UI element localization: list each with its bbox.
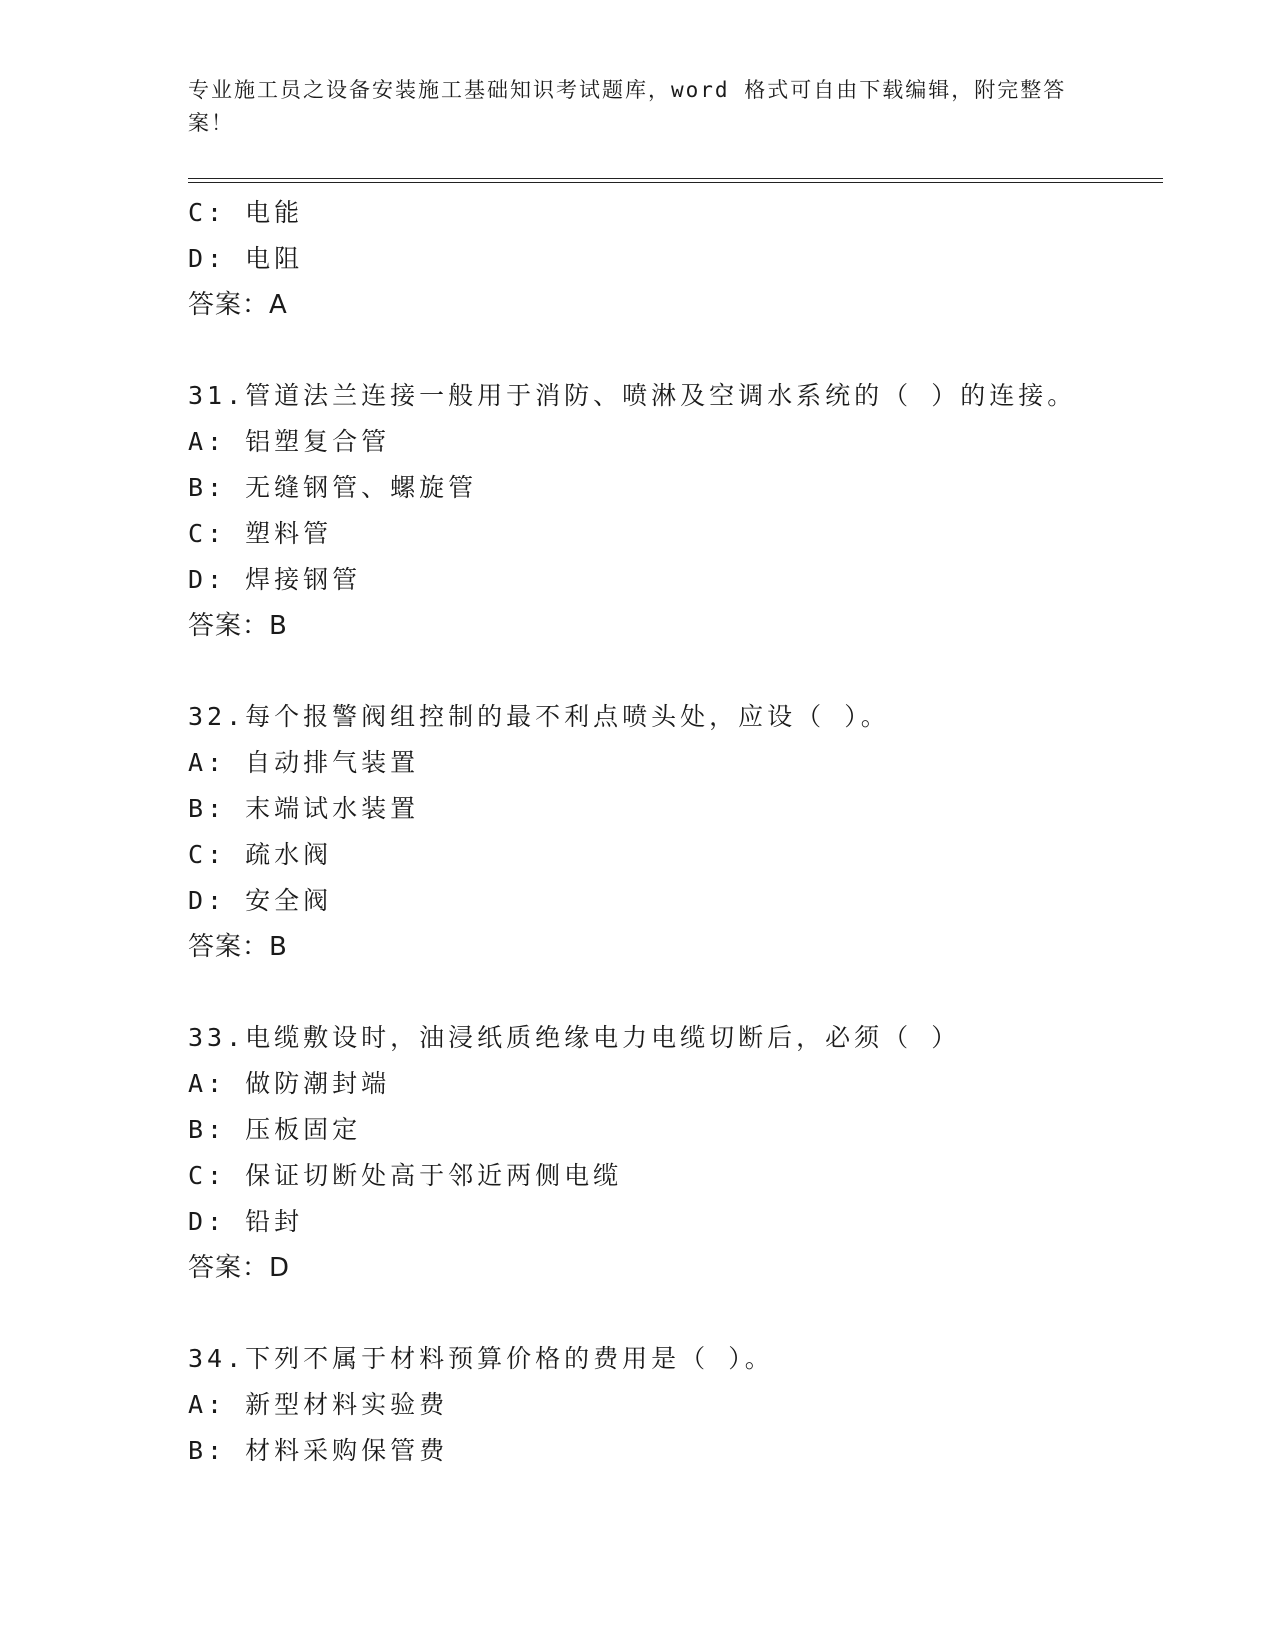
header-rule-bottom (188, 182, 1163, 183)
option-c: C: 疏水阀 (188, 840, 333, 869)
option-a: A: 自动排气装置 (188, 748, 420, 777)
option-d: D: 电阻 (188, 244, 304, 273)
document-header: 专业施工员之设备安装施工基础知识考试题库，word 格式可自由下载编辑，附完整答案！ (188, 78, 1067, 135)
option-d: D: 安全阀 (188, 886, 333, 915)
question-34: 34.下列不属于材料预算价格的费用是（ ）。 (188, 1344, 774, 1373)
option-c: C: 电能 (188, 198, 304, 227)
option-c: C: 保证切断处高于邻近两侧电缆 (188, 1161, 623, 1190)
option-a: A: 新型材料实验费 (188, 1390, 449, 1419)
answer-line: 答案：B (188, 932, 288, 962)
option-b: B: 压板固定 (188, 1115, 362, 1144)
question-31: 31.管道法兰连接一般用于消防、喷淋及空调水系统的（ ）的连接。 (188, 381, 1077, 410)
option-d: D: 铅封 (188, 1207, 304, 1236)
option-c: C: 塑料管 (188, 519, 333, 548)
header-rule-top (188, 178, 1163, 179)
question-33: 33.电缆敷设时，油浸纸质绝缘电力电缆切断后，必须（ ） (188, 1023, 961, 1052)
answer-line: 答案：D (188, 1253, 291, 1283)
answer-line: 答案：A (188, 290, 288, 320)
answer-line: 答案：B (188, 611, 288, 641)
option-a: A: 做防潮封端 (188, 1069, 391, 1098)
option-b: B: 末端试水装置 (188, 794, 420, 823)
option-d: D: 焊接钢管 (188, 565, 362, 594)
option-b: B: 材料采购保管费 (188, 1436, 449, 1465)
option-a: A: 铝塑复合管 (188, 427, 391, 456)
option-b: B: 无缝钢管、螺旋管 (188, 473, 478, 502)
question-32: 32.每个报警阀组控制的最不利点喷头处，应设（ ）。 (188, 702, 890, 731)
question-content (188, 190, 1148, 1474)
